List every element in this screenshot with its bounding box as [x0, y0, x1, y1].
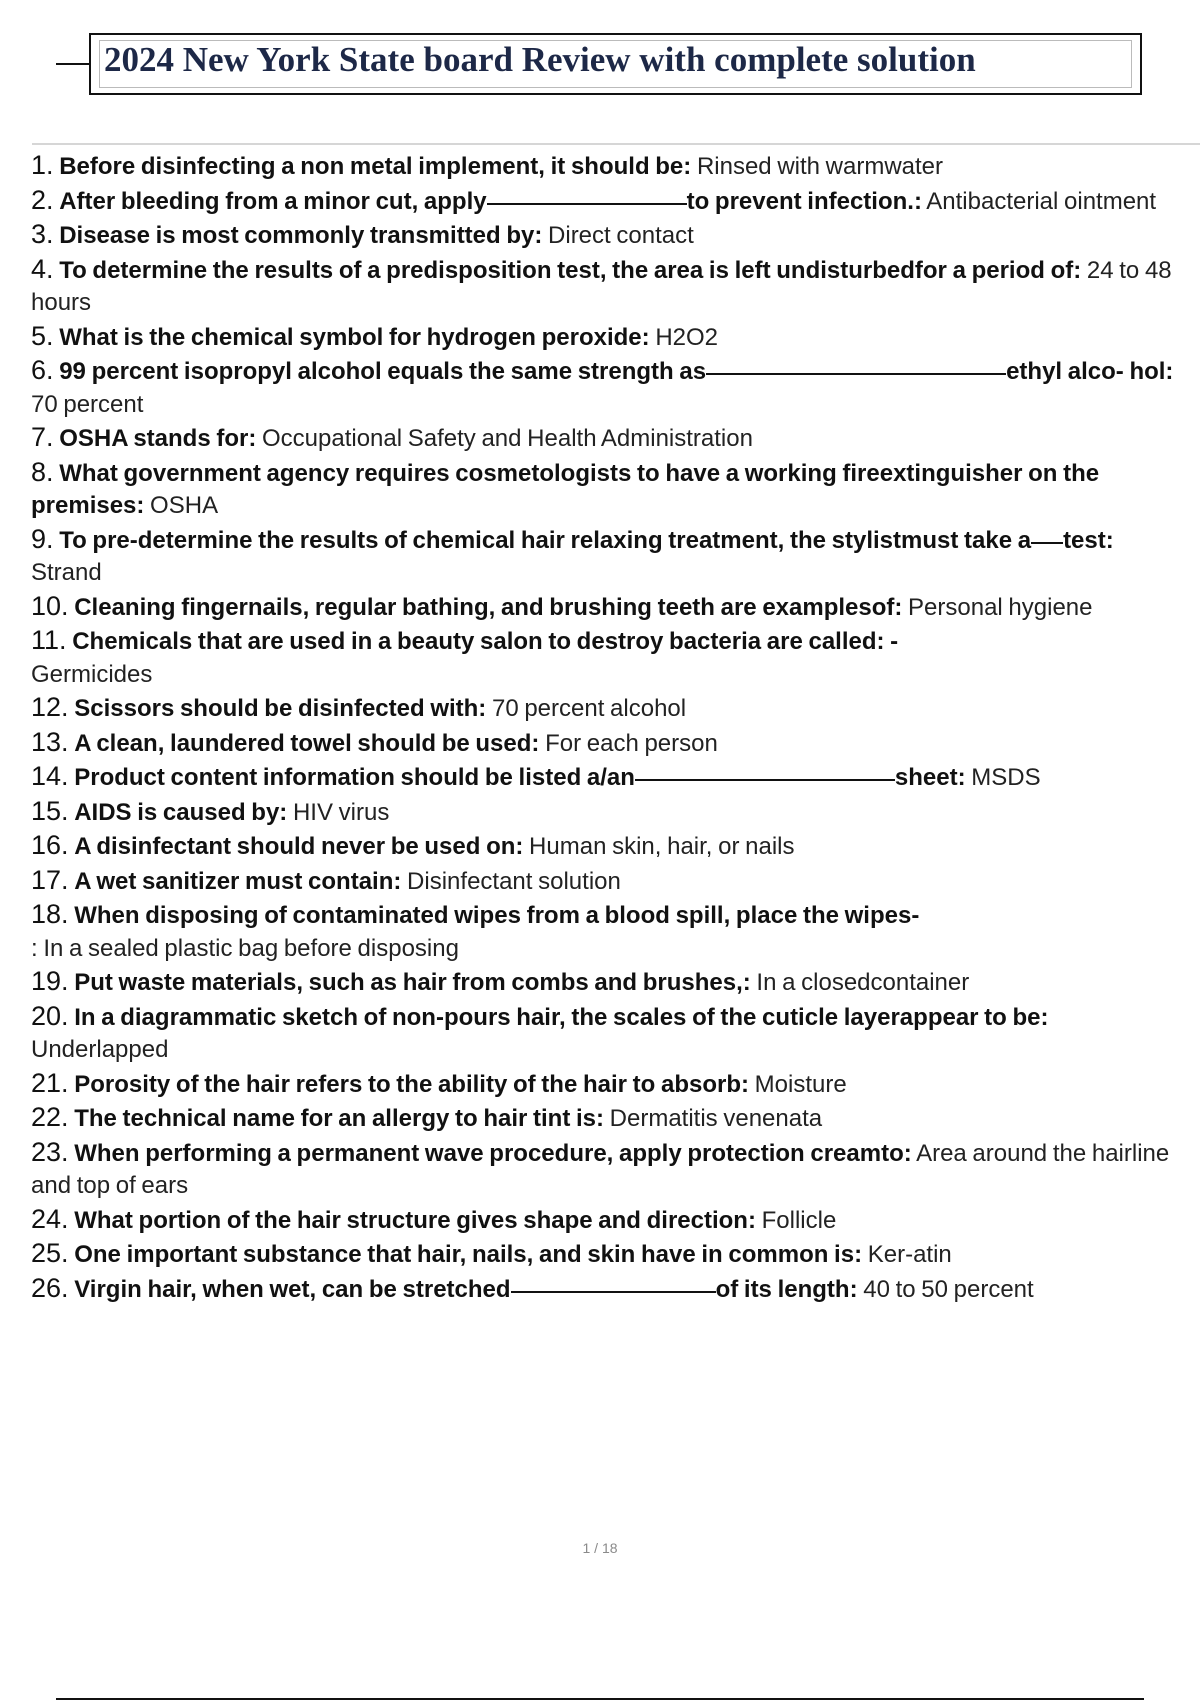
item-number: 5. — [31, 320, 54, 351]
item-answer: 40 to 50 percent — [857, 1275, 1034, 1303]
item-answer: : In a sealed plastic bag before disposing — [31, 934, 459, 962]
item-question: A clean, laundered towel should be used: — [74, 729, 540, 757]
item-answer: In a closedcontainer — [750, 969, 970, 996]
item-question: The technical name for an allergy to hair tint is: — [74, 1105, 604, 1132]
item-answer: Moisture — [748, 1070, 847, 1098]
item-answer: OSHA — [144, 492, 219, 519]
item-number: 4. — [31, 253, 54, 284]
item-question: Disease is most commonly transmitted by: — [59, 222, 543, 249]
item-question-tail: ethyl alco- hol: — [1006, 358, 1174, 385]
fill-in-blank — [635, 778, 895, 781]
item-answer: Antibacterial ointment — [921, 187, 1157, 215]
item-question: One important substance that hair, nails, and skin have in common is: — [74, 1241, 863, 1268]
item-answer: Disinfectant solution — [401, 867, 621, 895]
item-question-tail: to prevent infection.: — [686, 187, 922, 215]
item-number: 3. — [31, 219, 54, 249]
item-answer: For each person — [539, 729, 718, 757]
list-item — [31, 1237, 1181, 1272]
item-question: When disposing of contaminated wipes from a blood spill, place the wipes- — [74, 902, 920, 929]
list-item — [31, 898, 1181, 965]
list-item — [31, 829, 1181, 864]
item-number: 9. — [31, 523, 54, 554]
item-number: 22. — [31, 1102, 69, 1132]
item-question: 99 percent isopropyl alcohol equals the same strength as — [59, 358, 707, 385]
item-answer: Area around the hairline and top of ears — [31, 1139, 1170, 1199]
item-question: Chemicals that are used in a beauty salon to destroy bacteria are called: - — [72, 628, 899, 655]
item-answer: Personal hygiene — [902, 593, 1093, 621]
header-divider — [32, 143, 1200, 145]
item-question: A disinfectant should never be used on: — [74, 833, 524, 860]
item-answer: HIV virus — [287, 798, 390, 826]
list-item — [31, 523, 1181, 590]
item-answer: 70 percent — [31, 390, 144, 418]
list-item — [31, 965, 1181, 1000]
item-answer: Occupational Safety and Health Administration — [256, 425, 753, 452]
item-number: 20. — [31, 1000, 69, 1031]
fill-in-blank — [487, 202, 687, 205]
item-number: 25. — [31, 1238, 69, 1268]
list-item — [31, 1136, 1181, 1203]
item-question: When performing a permanent wave procedure, apply protection creamto: — [74, 1139, 912, 1167]
item-answer: Follicle — [755, 1206, 837, 1234]
item-question-tail: test: — [1063, 526, 1114, 554]
item-question: Cleaning fingernails, regular bathing, and brushing teeth are examplesof: — [74, 593, 903, 621]
item-number: 14. — [31, 761, 69, 791]
item-question: Virgin hair, when wet, can be stretched — [74, 1275, 511, 1303]
item-question: Scissors should be disinfected with: — [74, 695, 487, 722]
item-number: 26. — [31, 1272, 69, 1303]
fill-in-blank — [1031, 541, 1063, 544]
list-item — [31, 1000, 1181, 1067]
item-question: What portion of the hair structure gives shape and direction: — [74, 1206, 756, 1234]
list-item — [31, 354, 1181, 421]
list-item — [31, 218, 1181, 253]
item-question-tail: of its length: — [715, 1275, 858, 1303]
item-answer: Germicides — [31, 660, 153, 688]
list-item — [31, 320, 1181, 355]
item-question: Product content information should be listed a/an — [74, 764, 635, 791]
item-number: 12. — [31, 692, 69, 722]
item-number: 18. — [31, 899, 69, 929]
list-item — [31, 795, 1181, 830]
list-item — [31, 760, 1181, 795]
item-answer: Underlapped — [31, 1036, 169, 1063]
item-number: 7. — [31, 422, 54, 452]
list-item — [31, 1101, 1181, 1136]
list-item — [31, 421, 1181, 456]
list-item — [31, 456, 1181, 523]
fill-in-blank — [511, 1290, 716, 1293]
item-answer: Ker-atin — [862, 1241, 952, 1268]
item-question: Before disinfecting a non metal implement, it should be: — [59, 153, 692, 180]
item-number: 8. — [31, 456, 54, 487]
item-number: 24. — [31, 1203, 69, 1234]
item-answer: Direct contact — [542, 222, 694, 249]
item-number: 19. — [31, 966, 69, 996]
item-answer: 70 percent alcohol — [486, 695, 687, 722]
item-question: After bleeding from a minor cut, apply — [59, 187, 487, 215]
item-number: 2. — [31, 184, 54, 215]
item-number: 17. — [31, 864, 69, 895]
item-question: Porosity of the hair refers to the ability of the hair to absorb: — [74, 1070, 749, 1098]
page-indicator: 1 / 18 — [582, 1540, 618, 1556]
item-question: What government agency requires cosmetologists to have a working fireextinguisher on the premises: — [31, 459, 1100, 519]
item-answer: MSDS — [965, 764, 1041, 791]
item-answer: Rinsed with warmwater — [691, 153, 944, 180]
document-title: 2024 New York State board Review with complete solution — [104, 40, 976, 79]
item-number: 21. — [31, 1067, 69, 1098]
list-item — [31, 864, 1181, 899]
item-answer: Human skin, hair, or nails — [523, 833, 795, 860]
item-answer: Strand — [31, 559, 102, 586]
item-number: 6. — [31, 355, 54, 385]
item-question: A wet sanitizer must contain: — [74, 867, 402, 895]
item-question: Put waste materials, such as hair from combs and brushes,: — [74, 969, 751, 996]
list-item — [31, 1203, 1181, 1238]
list-item — [31, 1272, 1181, 1307]
item-number: 1. — [31, 150, 54, 180]
item-number: 13. — [31, 726, 69, 757]
list-item — [31, 691, 1181, 726]
title-leader-line — [56, 63, 90, 65]
item-answer: H2O2 — [649, 323, 719, 351]
fill-in-blank — [706, 372, 1006, 375]
item-question: What is the chemical symbol for hydrogen peroxide: — [59, 323, 650, 351]
item-number: 10. — [31, 590, 69, 621]
item-answer: Dermatitis venenata — [604, 1105, 823, 1132]
item-answer: 24 to 48 hours — [31, 256, 1172, 316]
list-item — [31, 184, 1181, 219]
question-list — [31, 149, 1181, 1306]
item-question: To determine the results of a predisposition test, the area is left undisturbedfor a period of: — [59, 256, 1082, 284]
list-item — [31, 1067, 1181, 1102]
item-number: 11. — [31, 625, 67, 655]
item-question: AIDS is caused by: — [74, 798, 288, 826]
item-number: 16. — [31, 830, 69, 860]
list-item — [31, 726, 1181, 761]
item-question: To pre-determine the results of chemical hair relaxing treatment, the stylistmust take a — [59, 526, 1032, 554]
item-number: 23. — [31, 1136, 69, 1167]
list-item — [31, 149, 1181, 184]
item-question: In a diagrammatic sketch of non-pours hair, the scales of the cuticle layerappear to be: — [74, 1003, 1049, 1031]
item-question: OSHA stands for: — [59, 425, 257, 452]
list-item — [31, 253, 1181, 320]
list-item — [31, 624, 1181, 691]
list-item — [31, 590, 1181, 625]
item-number: 15. — [31, 795, 69, 826]
item-question-tail: sheet: — [894, 764, 966, 791]
